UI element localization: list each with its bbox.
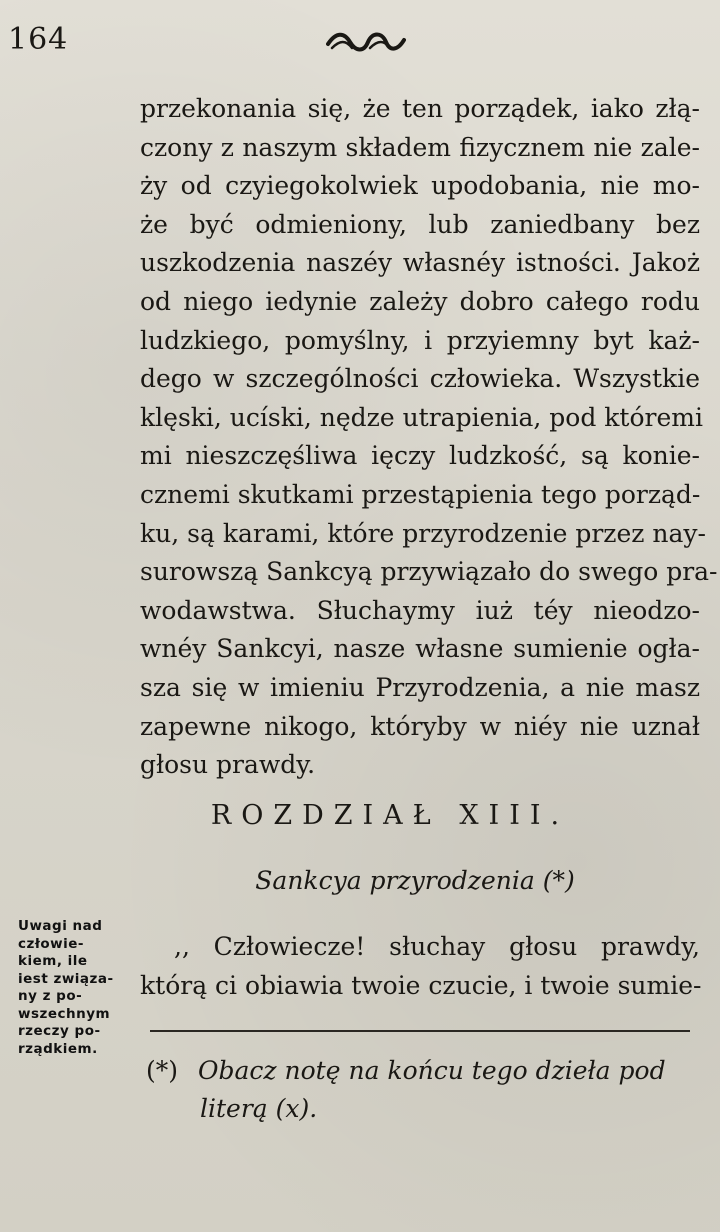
margin-note-line: człowie- bbox=[18, 935, 85, 952]
margin-note-line: iest związa- bbox=[18, 970, 114, 987]
margin-note-line: kiem, ile bbox=[18, 953, 88, 969]
text-line: wodawstwa. Słuchaymy iuż téy nieodzo- bbox=[140, 595, 700, 625]
footnote-text: literą (x). bbox=[200, 1094, 318, 1123]
margin-note-line: rządkiem. bbox=[18, 1040, 98, 1057]
footnote-text: Obacz notę na końcu tego dzieła pod bbox=[198, 1056, 666, 1085]
text-line: dego w szczególności człowieka. Wszystkie bbox=[140, 364, 700, 394]
chapter-subtitle: Sankcya przyrodzenia (*) bbox=[255, 866, 575, 895]
margin-note-line: ny z po- bbox=[18, 988, 83, 1004]
text-line: przekonania się, że ten porządek, iako złą- bbox=[140, 94, 700, 123]
text-line: ku, są karami, które przyrodzenie przez nay- bbox=[140, 518, 706, 548]
text-line: od niego iedynie zależy dobro całego rodu bbox=[140, 286, 700, 316]
margin-note bbox=[18, 918, 138, 1058]
text-line: którą ci obiawia twoie czucie, i twoie sumie- bbox=[140, 970, 702, 1000]
margin-note-line: wszechnym bbox=[18, 1005, 111, 1022]
text-line: głosu prawdy. bbox=[140, 750, 316, 780]
ornament-icon bbox=[326, 30, 406, 56]
text-line: ludzkiego, pomyślny, i przyiemny byt każ- bbox=[140, 325, 700, 355]
text-line: wnéy Sankcyi, nasze własne sumienie ogła- bbox=[140, 634, 700, 664]
text-line: czony z naszym składem fizycznem nie zale- bbox=[140, 132, 700, 162]
text-line: klęski, ucíski, nędze utrapienia, pod któremi bbox=[140, 402, 703, 432]
chapter-title: ROZDZIAŁ XIII. bbox=[210, 800, 570, 831]
text-line: cznemi skutkami przestąpienia tego porząd- bbox=[140, 479, 701, 509]
body-paragraph bbox=[140, 90, 718, 785]
text-line: surowszą Sankcyą przywiązało do swego pra- bbox=[140, 557, 718, 587]
text-line: uszkodzenia naszéy własnéy istności. Jakoż bbox=[140, 248, 700, 278]
text-line: zapewne nikogo, któryby w niéy nie uznał bbox=[140, 711, 700, 741]
footnote-divider bbox=[150, 1030, 690, 1032]
chapter-paragraph bbox=[140, 928, 700, 1005]
text-line: ,, Człowiecze! słuchay głosu prawdy, bbox=[174, 932, 700, 961]
footnote bbox=[146, 1052, 706, 1128]
footnote-mark: (*) bbox=[146, 1056, 179, 1085]
text-line: że być odmieniony, lub zaniedbany bez bbox=[140, 209, 700, 239]
text-line: mi nieszczęśliwa ięczy ludzkość, są konie- bbox=[140, 441, 700, 471]
margin-note-line: rzeczy po- bbox=[18, 1023, 101, 1039]
text-line: ży od czyiegokolwiek upodobania, nie mo- bbox=[140, 171, 700, 201]
text-line: sza się w imieniu Przyrodzenia, a nie masz bbox=[140, 672, 700, 702]
margin-note-line: Uwagi nad bbox=[18, 918, 103, 934]
page-number: 164 bbox=[8, 22, 69, 57]
